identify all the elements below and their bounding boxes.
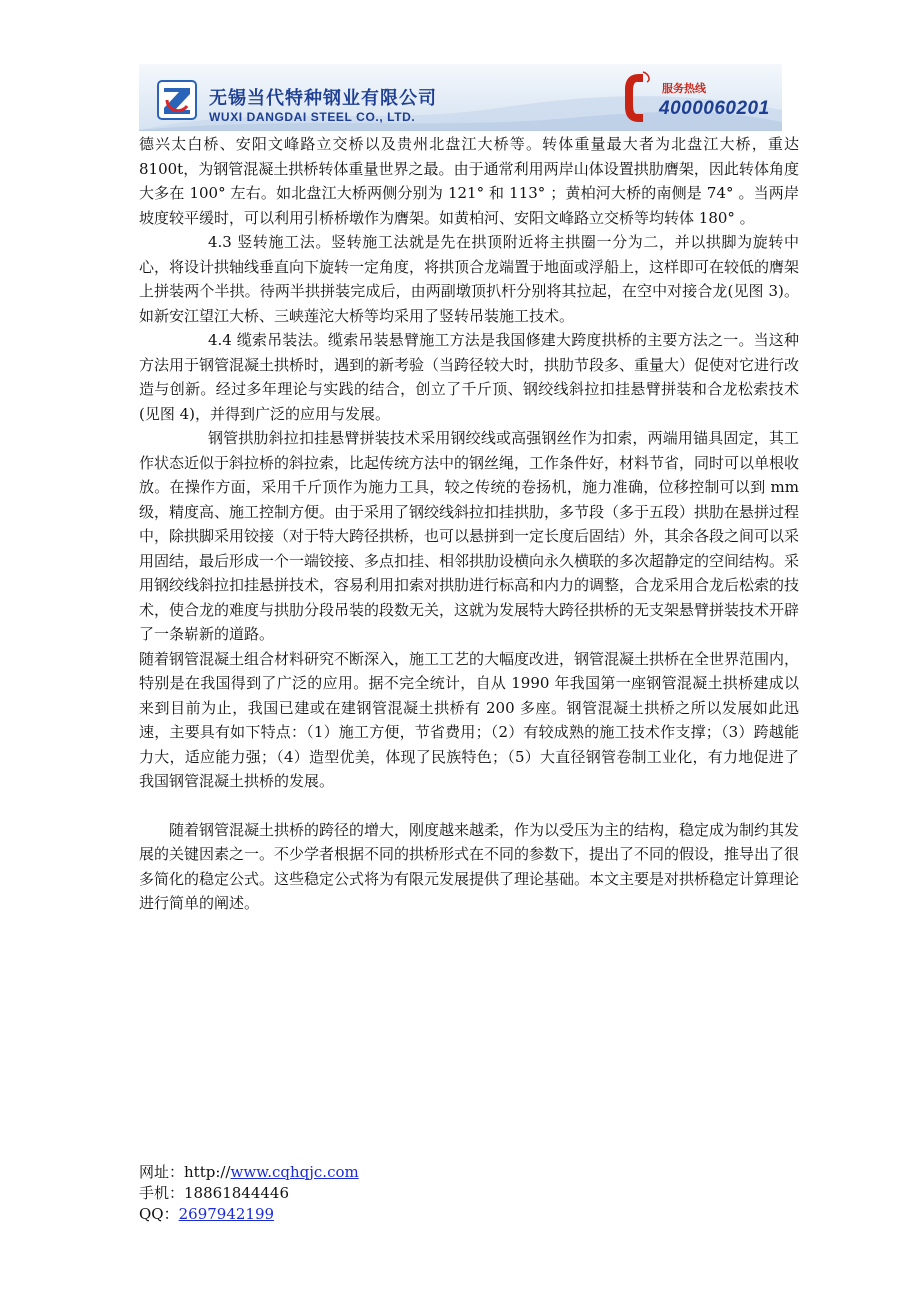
qq-label: QQ： [139, 1205, 179, 1223]
phone-handset-icon [619, 70, 653, 126]
paragraph-development-features: 随着钢管混凝土组合材料研究不断深入，施工工艺的大幅度改进，钢管混凝土拱桥在全世界范围内，特别是在我国得到了广泛的应用。据不完全统计，自从 1990 年我国第一座钢管混凝土拱桥建成以来到目前为止，我国已建或在建钢管混凝土拱桥有 200 多座。钢管混凝土拱桥之所以发展如此迅速，主要具有如下特点：（1）施工方便，节省费用；（2）有较成熟的施工技术作支撑；（3）跨越能力大，适应能力强；（4）造型优美，体现了民族特色；（5）大直径钢管卷制工业化，有力地促进了我国钢管混凝土拱桥的发展。 [139, 649, 800, 790]
hotline-number: 4000060201 [659, 98, 770, 119]
website-link[interactable]: www.cqhqjc.com [230, 1163, 359, 1181]
company-logo-icon [157, 80, 197, 120]
phone-line [139, 1183, 359, 1204]
company-name-cn: 无锡当代特种钢业有限公司 [209, 88, 437, 109]
paragraph-spacer [139, 794, 799, 818]
hotline-label: 服务热线 [662, 82, 706, 95]
website-label: 网址：http:// [139, 1163, 231, 1181]
paragraph-cable-hoisting: 4.4 缆索吊装法。缆索吊装悬臂施工方法是我国修建大跨度拱桥的主要方法之一。当这种方法用于钢管混凝土拱桥时，遇到的新考验（当跨径较大时，拱肋节段多、重量大）促使对它进行改造与创新。经过多年理论与实践的结合，创立了千斤顶、钢绞线斜拉扣挂悬臂拼装和合龙松索技术(见图 4)，并得到广泛的应用与发展。 [139, 331, 800, 423]
paragraph-cable-stayed-cantilever: 钢管拱肋斜拉扣挂悬臂拼装技术采用钢绞线或高强钢丝作为扣索，两端用锚具固定，其工作状态近似于斜拉桥的斜拉索，比起传统方法中的钢丝绳，工作条件好，材料节省，同时可以单根收放。在操作方面，采用千斤顶作为施力工具，较之传统的卷扬机，施力准确，位移控制可以到 mm 级，精度高、施工控制方便。由于采用了钢绞线斜拉扣挂拱肋，多节段（多于五段）拱肋在悬拼过程中，除拱脚采用铰接（对于特大跨径拱桥，也可以悬拼到一定长度后固结）外，其余各段之间可以采用固结，最后形成一个一端铰接、多点扣挂、相邻拱肋设横向永久横联的多次超静定的空间结构。采用钢绞线斜拉扣挂悬拼技术，容易利用扣索对拱肋进行标高和内力的调整，合龙采用合龙后松索的技术，使合龙的难度与拱肋分段吊装的段数无关，这就为发展特大跨径拱桥的无支架悬臂拼装技术开辟了一条崭新的道路。 [139, 429, 800, 643]
website-line [139, 1162, 359, 1183]
qq-line [139, 1204, 359, 1225]
contact-footer [139, 1162, 359, 1225]
phone-label: 手机： [139, 1184, 185, 1202]
paragraph-stability-intro: 随着钢管混凝土拱桥的跨径的增大，刚度越来越柔，作为以受压为主的结构，稳定成为制约其发展的关键因素之一。不少学者根据不同的拱桥形式在不同的参数下，提出了不同的假设，推导出了很多简化的稳定公式。这些稳定公式将为有限元发展提供了理论基础。本文主要是对拱桥稳定计算理论进行简单的阐述。 [139, 820, 800, 912]
company-name-en: WUXI DANGDAI STEEL CO., LTD. [209, 110, 416, 124]
phone-value: 18861844446 [184, 1184, 289, 1202]
paragraph-rotation-angles: 德兴太白桥、安阳文峰路立交桥以及贵州北盘江大桥等。转体重量最大者为北盘江大桥，重达 8100t，为钢管混凝土拱桥转体重量世界之最。由于通常利用两岸山体设置拱肋膺架，因此转体角度大多在 100° 左右。如北盘江大桥两侧分别为 121° 和 113° ；黄柏河大桥的南侧是 74° 。当两岸坡度较平缓时，可以利用引桥桥墩作为膺架。如黄柏河、安阳文峰路立交桥等均转体 180° 。 [139, 135, 799, 227]
header-banner [139, 64, 782, 131]
qq-link[interactable]: 2697942199 [178, 1205, 275, 1223]
document-body [139, 132, 799, 916]
paragraph-vertical-rotation: 4.3 竖转施工法。竖转施工法就是先在拱顶附近将主拱圈一分为二，并以拱脚为旋转中心，将设计拱轴线垂直向下旋转一定角度，将拱顶合龙端置于地面或浮船上，这样即可在较低的膺架上拼装两个半拱。待两半拱拼装完成后，由两副墩顶扒杆分别将其拉起，在空中对接合龙(见图 3)。如新安江望江大桥、三峡莲沱大桥等均采用了竖转吊装施工技术。 [139, 233, 800, 325]
